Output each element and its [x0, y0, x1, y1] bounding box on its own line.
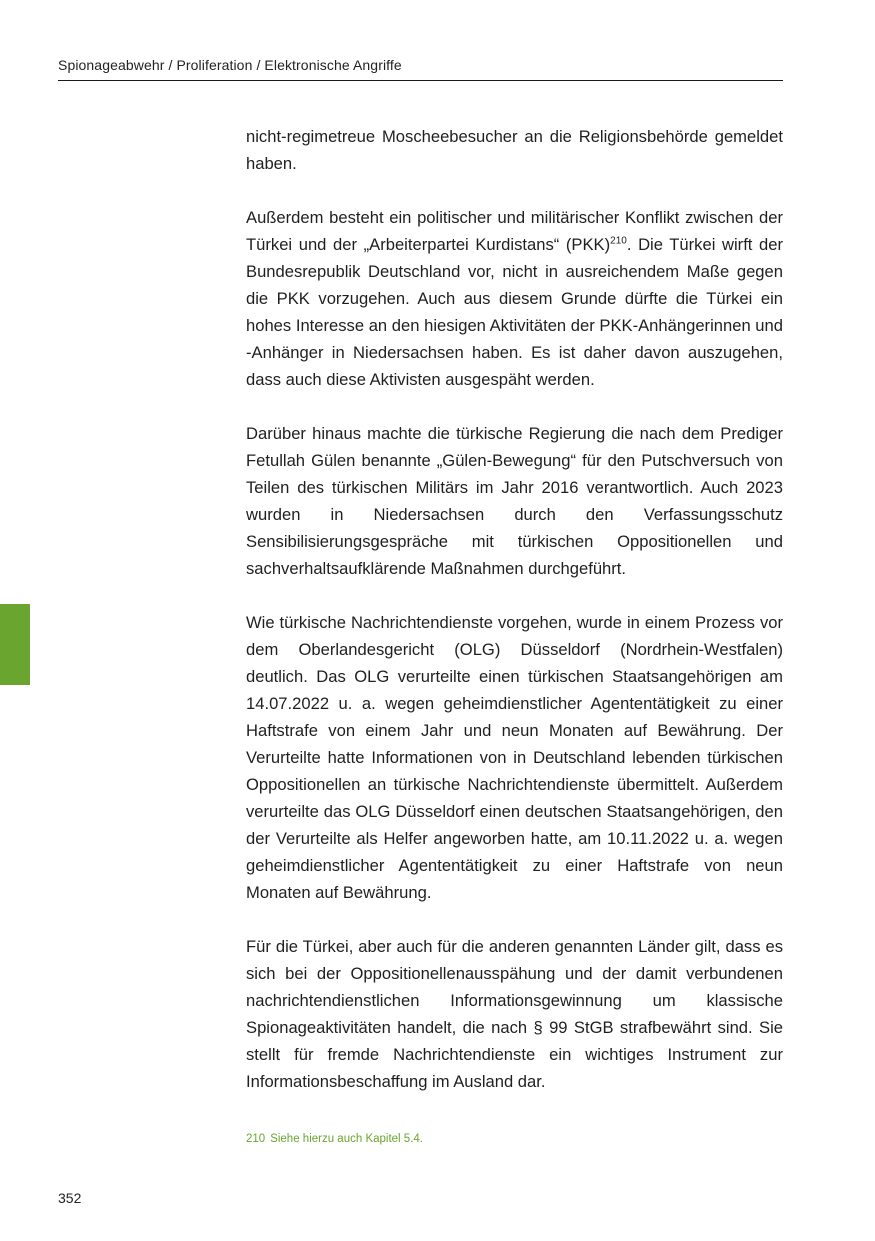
footnote-number: 210 — [246, 1133, 266, 1145]
page-number: 352 — [58, 1190, 82, 1206]
running-header-title: Spionageabwehr / Proliferation / Elektronische Angriffe — [58, 57, 402, 73]
paragraph-2 — [246, 204, 783, 393]
paragraph-4: Wie türkische Nachrichtendienste vorgehen, wurde in einem Prozess vor dem Oberlandesgericht (OLG) Düsseldorf (Nordrhein-Westfalen) deutlich. Das OLG verurteilte einen türkischen Staatsangehörigen am 14.07.2022 u. a. wegen geheimdienstlicher Agententätigkeit zu einer Haftstrafe von einem Jahr und neun Monaten auf Bewährung. Der Verurteilte hatte Informationen von in Deutschland lebenden türkischen Oppositionellen an türkische Nachrichtendienste übermittelt. Außerdem verurteilte das OLG Düsseldorf einen deutschen Staatsangehörigen, den der Verurteilte als Helfer angeworben hatte, am 10.11.2022 u. a. wegen geheimdienstlicher Agententätigkeit zu einer Haftstrafe von neun Monaten auf Bewährung. — [246, 613, 783, 902]
footnote — [246, 1131, 423, 1147]
paragraph-3: Darüber hinaus machte die türkische Regierung die nach dem Prediger Fetullah Gülen benannte „Gülen-Bewegung“ für den Putschversuch von Teilen des türkischen Militärs im Jahr 2016 verantwortlich. Auch 2023 wurden in Niedersachsen durch den Verfassungsschutz Sensibilisierungsgespräche mit türkischen Oppositionellen und sachverhaltsaufklärende Maßnahmen durchgeführt. — [246, 424, 783, 578]
paragraph-2-text-end: . Die Türkei wirft der Bundesrepublik Deutschland vor, nicht in ausreichendem Maße gegen die PKK vorzugehen. Auch aus diesem Grunde dürfte die Türkei ein hohes Interesse an den hiesigen Aktivitäten der PKK-Anhängerinnen und -Anhänger in Niedersachsen haben. Es ist daher davon auszugehen, dass auch diese Aktivisten ausgespäht werden. — [246, 235, 784, 389]
chapter-side-tab — [0, 604, 30, 685]
footnote-text: Siehe hierzu auch Kapitel 5.4. — [270, 1133, 423, 1145]
paragraph-1: nicht-regimetreue Moscheebesucher an die Religionsbehörde gemeldet haben. — [246, 127, 783, 173]
paragraph-2-text-start: Außerdem besteht ein politischer und militärischer Konflikt zwischen der Türkei und der „Arbeiterpartei Kurdistans“ (PKK) — [246, 208, 783, 254]
footnote-reference: 210 — [610, 235, 627, 247]
running-header — [58, 56, 783, 81]
body-text — [246, 123, 783, 1095]
paragraph-5: Für die Türkei, aber auch für die anderen genannten Länder gilt, dass es sich bei der Oppositionellenausspähung und der damit verbundenen nachrichtendienstlichen Informationsgewinnung um klassische Spionageaktivitäten handelt, die nach § 99 StGB strafbewährt sind. Sie stellt für fremde Nachrichtendienste ein wichtiges Instrument zur Informationsbeschaffung im Ausland dar. — [246, 937, 783, 1091]
